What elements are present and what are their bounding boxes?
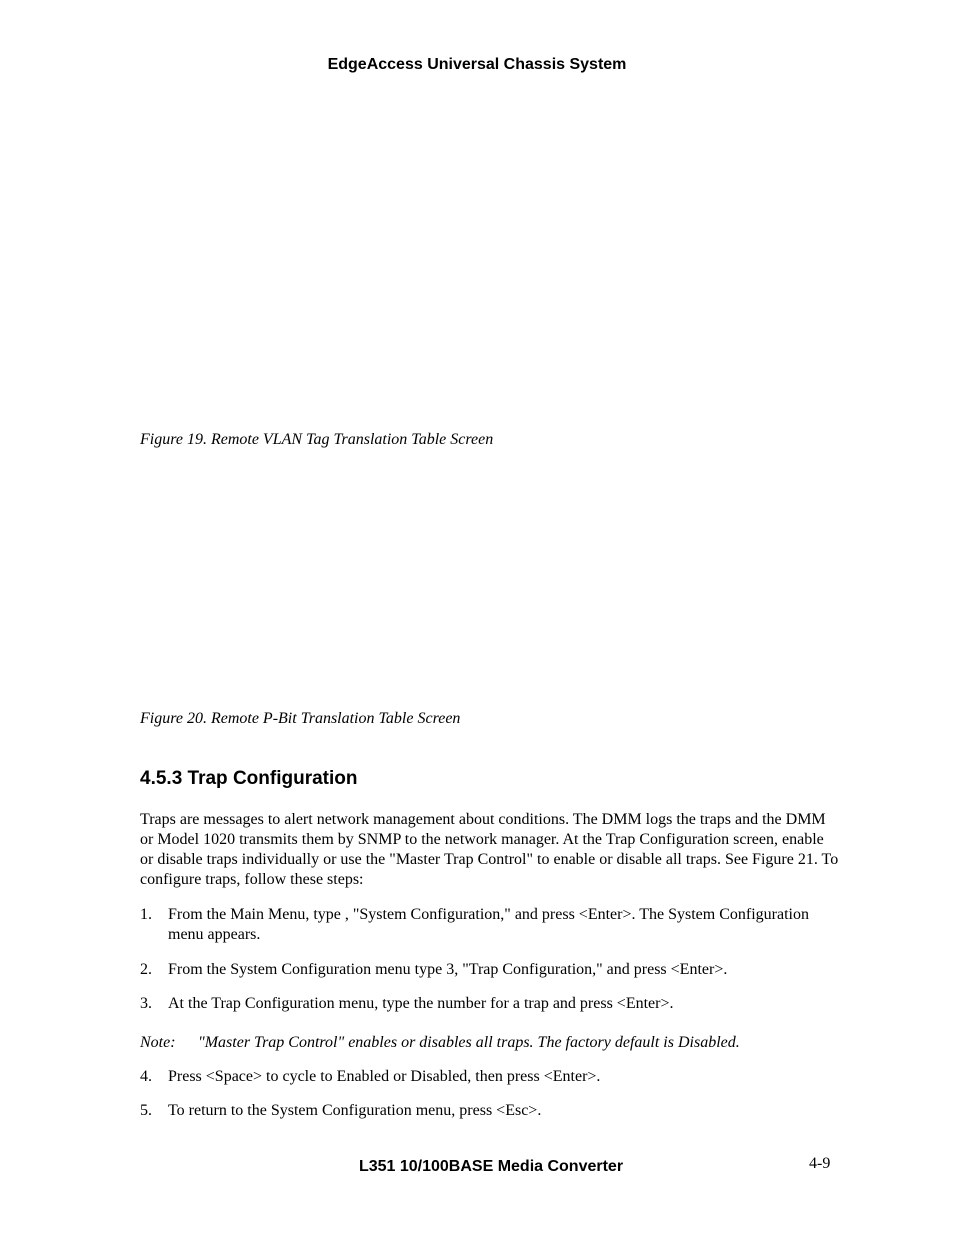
list-item	[140, 1101, 840, 1121]
step-text: At the Trap Configuration menu, type the number for a trap and press <Enter>.	[168, 995, 674, 1012]
step-text: From the Main Menu, type , "System Configuration," and press <Enter>. The System Configuration menu appears.	[168, 906, 809, 943]
figure-20-caption: Figure 20. Remote P-Bit Translation Table Screen	[140, 710, 461, 727]
step-number: 3.	[140, 995, 152, 1012]
figure-19-caption: Figure 19. Remote VLAN Tag Translation Table Screen	[140, 431, 494, 448]
step-number: 1.	[140, 906, 152, 923]
list-item	[140, 905, 840, 945]
intro-paragraph: Traps are messages to alert network management about conditions. The DMM logs the traps and the DMM or Model 1020 transmits them by SNMP to the network manager. At the Trap Configuration screen, enable or disable traps individually or use the "Master Trap Control" to enable or disable all traps. See Figure 21. To configure traps, follow these steps:	[140, 811, 839, 888]
section-heading: 4.5.3 Trap Configuration	[140, 768, 358, 789]
step-number: 4.	[140, 1068, 152, 1085]
step-number: 2.	[140, 961, 152, 978]
step-text: Press <Space> to cycle to Enabled or Disabled, then press <Enter>.	[168, 1068, 601, 1085]
list-item	[140, 1067, 840, 1087]
page-number: 4-9	[809, 1155, 831, 1172]
step-text: To return to the System Configuration menu, press <Esc>.	[168, 1102, 542, 1119]
step-text: From the System Configuration menu type 3, "Trap Configuration," and press <Enter>.	[168, 961, 728, 978]
note	[140, 1033, 840, 1053]
step-number: 5.	[140, 1102, 152, 1119]
figure-19-image-area	[140, 92, 834, 428]
list-item	[140, 960, 840, 980]
note-text: "Master Trap Control" enables or disables all traps. The factory default is Disabled.	[198, 1034, 740, 1051]
running-header: EdgeAccess Universal Chassis System	[327, 56, 627, 73]
footer-title: L351 10/100BASE Media Converter	[358, 1158, 624, 1175]
note-label: Note:	[140, 1034, 176, 1051]
figure-20-image-area	[140, 464, 834, 708]
list-item	[140, 994, 840, 1014]
